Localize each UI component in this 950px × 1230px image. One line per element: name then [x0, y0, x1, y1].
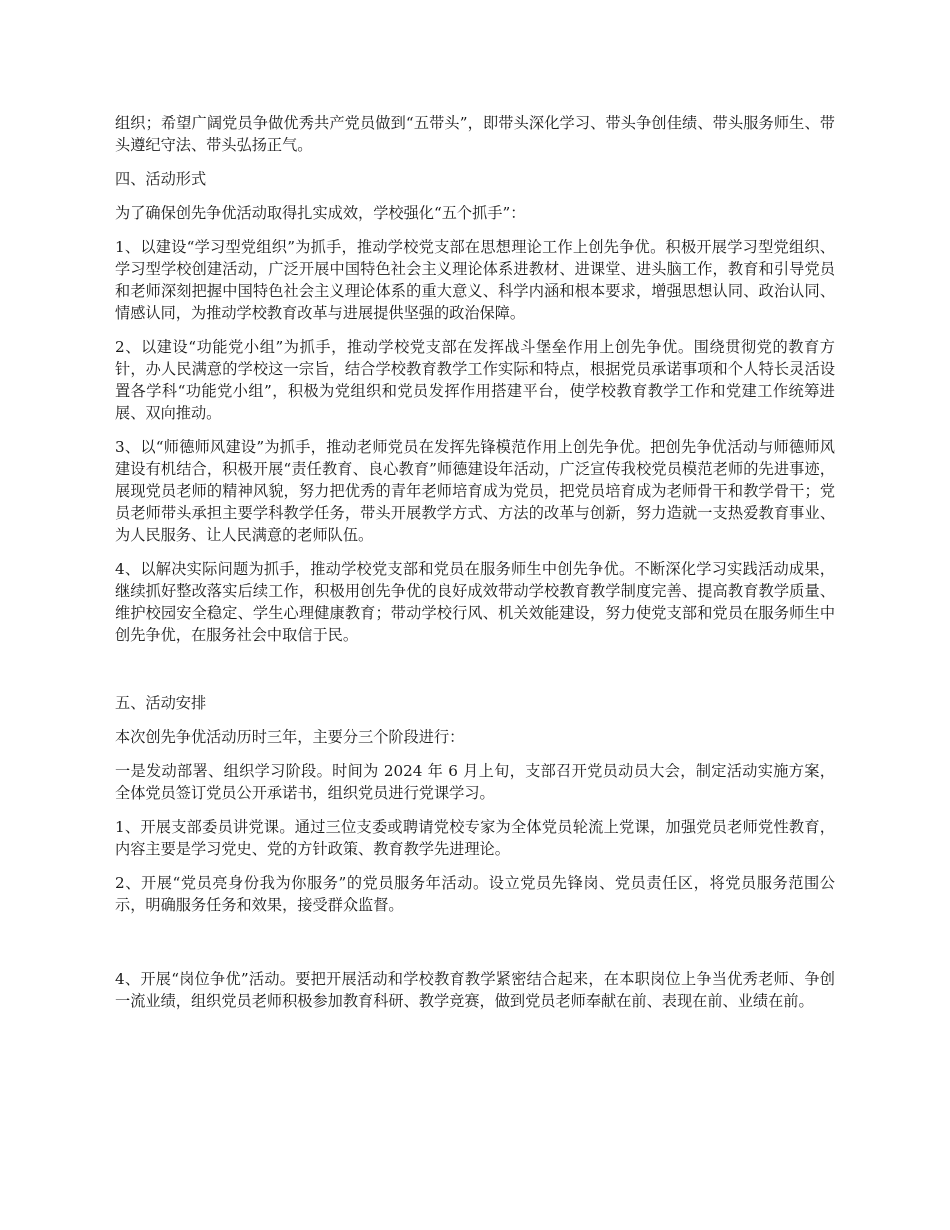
paragraph-stage-one: 一是发动部署、组织学习阶段。时间为 2024 年 6 月上旬，支部召开党员动员大会，制定活动实施方案，全体党员签订党员公开承诺书，组织党员进行党课学习。 [115, 762, 835, 802]
section-spacer [115, 658, 835, 692]
paragraph-grip-4: 4、以解决实际问题为抓手，推动学校党支部和党员在服务师生中创先争优。不断深化学习实践活动成果，继续抓好整改落实后续工作，积极用创先争优的良好成效带动学校教育教学制度完善、提高教育教学质量、维护校园安全稳定、学生心理健康教育；带动学校行风、机关效能建设，努力使党支部和党员在服务师生中创先争优，在服务社会中取信于民。 [115, 560, 835, 644]
section-heading-activity-schedule: 五、活动安排 [115, 694, 207, 712]
section-spacer [115, 928, 835, 968]
document-body [115, 112, 835, 1024]
paragraph-service-year: 2、开展“党员亮身份我为你服务”的党员服务年活动。设立党员先锋岗、党员责任区，将党员服务范围公示，明确服务任务和效果，接受群众监督。 [115, 874, 835, 914]
paragraph-schedule-intro: 本次创先争优活动历时三年，主要分三个阶段进行： [115, 728, 465, 746]
paragraph-grip-2: 2、以建设“功能党小组”为抓手，推动学校党支部在发挥战斗堡垒作用上创先争优。围绕贯彻党的教育方针，办人民满意的学校这一宗旨，结合学校教育教学工作实际和特点，根据党员承诺事项和个人特长灵活设置各学科“功能党小组”，积极为党组织和党员发挥作用搭建平台，使学校教育教学工作和党建工作统筹进展、双向推动。 [115, 338, 835, 422]
paragraph-post-excellence: 4、开展“岗位争优”活动。要把开展活动和学校教育教学紧密结合起来，在本职岗位上争当优秀老师、争创一流业绩，组织党员老师积极参加教育科研、教学竞赛，做到党员老师奉献在前、表现在前、业绩在前。 [115, 970, 835, 1010]
section-heading-activity-form: 四、活动形式 [115, 170, 207, 188]
paragraph-grip-3: 3、以“师德师风建设”为抓手，推动老师党员在发挥先锋模范作用上创先争优。把创先争优活动与师德师风建设有机结合，积极开展“责任教育、良心教育”师德建设年活动，广泛宣传我校党员模范老师的先进事迹，展现党员老师的精神风貌，努力把优秀的青年老师培育成为党员，把党员培育成为老师骨干和教学骨干；党员老师带头承担主要学科教学任务，带头开展教学方式、方法的改革与创新，努力造就一支热爱教育事业、为人民服务、让人民满意的老师队伍。 [115, 438, 835, 544]
paragraph-five-leads: 组织；希望广阔党员争做优秀共产党员做到“五带头”，即带头深化学习、带头争创佳绩、带头服务师生、带头遵纪守法、带头弘扬正气。 [115, 114, 835, 154]
paragraph-five-grips-intro: 为了确保创先争优活动取得扎实成效，学校强化“五个抓手”： [115, 204, 526, 222]
paragraph-party-lecture: 1、开展支部委员讲党课。通过三位支委或聘请党校专家为全体党员轮流上党课，加强党员老师党性教育，内容主要是学习党史、党的方针政策、教育教学先进理论。 [115, 818, 835, 858]
paragraph-grip-1: 1、以建设“学习型党组织”为抓手，推动学校党支部在思想理论工作上创先争优。积极开展学习型党组织、学习型学校创建活动，广泛开展中国特色社会主义理论体系进教材、进课堂、进头脑工作，教育和引导党员和老师深刻把握中国特色社会主义理论体系的重大意义、科学内涵和根本要求，增强思想认同、政治认同、情感认同，为推动学校教育改革与进展提供坚强的政治保障。 [115, 238, 835, 322]
